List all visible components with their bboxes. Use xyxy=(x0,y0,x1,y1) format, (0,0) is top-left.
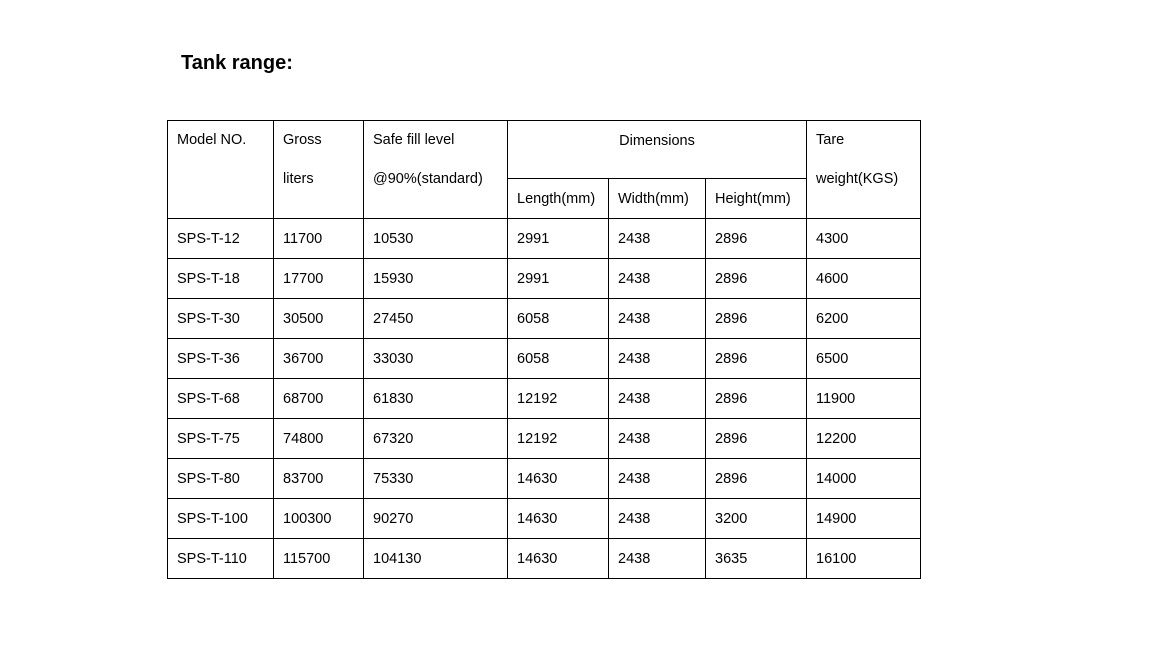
width-cell: 2438 xyxy=(609,259,706,299)
model-no-cell: SPS-T-80 xyxy=(168,459,274,499)
model-no-cell: SPS-T-36 xyxy=(168,339,274,379)
width-cell: 2438 xyxy=(609,379,706,419)
tare-weight-cell: 6200 xyxy=(807,299,921,339)
length-cell: 6058 xyxy=(508,339,609,379)
height-cell: 2896 xyxy=(706,379,807,419)
width-cell: 2438 xyxy=(609,459,706,499)
table-row xyxy=(168,219,921,259)
safe-fill-cell: 104130 xyxy=(364,539,508,579)
header-length: Length(mm) xyxy=(508,179,609,219)
length-cell: 6058 xyxy=(508,299,609,339)
gross-liters-cell: 68700 xyxy=(274,379,364,419)
model-no-cell: SPS-T-30 xyxy=(168,299,274,339)
tare-weight-cell: 4600 xyxy=(807,259,921,299)
safe-fill-cell: 15930 xyxy=(364,259,508,299)
tare-weight-cell: 4300 xyxy=(807,219,921,259)
safe-fill-cell: 33030 xyxy=(364,339,508,379)
header-model-no: Model NO. xyxy=(168,121,274,219)
safe-fill-cell: 75330 xyxy=(364,459,508,499)
table-row xyxy=(168,539,921,579)
gross-liters-cell: 83700 xyxy=(274,459,364,499)
tare-weight-cell: 6500 xyxy=(807,339,921,379)
gross-liters-cell: 17700 xyxy=(274,259,364,299)
height-cell: 3200 xyxy=(706,499,807,539)
safe-fill-cell: 27450 xyxy=(364,299,508,339)
height-cell: 2896 xyxy=(706,339,807,379)
table-row xyxy=(168,259,921,299)
gross-liters-cell: 115700 xyxy=(274,539,364,579)
table-body xyxy=(168,219,921,579)
gross-liters-cell: 11700 xyxy=(274,219,364,259)
length-cell: 14630 xyxy=(508,499,609,539)
safe-fill-cell: 90270 xyxy=(364,499,508,539)
safe-fill-cell: 10530 xyxy=(364,219,508,259)
tare-weight-cell: 14000 xyxy=(807,459,921,499)
table-row xyxy=(168,299,921,339)
height-cell: 2896 xyxy=(706,419,807,459)
length-cell: 12192 xyxy=(508,419,609,459)
tare-weight-cell: 11900 xyxy=(807,379,921,419)
width-cell: 2438 xyxy=(609,219,706,259)
header-width: Width(mm) xyxy=(609,179,706,219)
table-row xyxy=(168,339,921,379)
table-row xyxy=(168,419,921,459)
table-row xyxy=(168,379,921,419)
tare-weight-cell: 12200 xyxy=(807,419,921,459)
length-cell: 14630 xyxy=(508,539,609,579)
height-cell: 2896 xyxy=(706,259,807,299)
gross-liters-cell: 30500 xyxy=(274,299,364,339)
width-cell: 2438 xyxy=(609,339,706,379)
height-cell: 2896 xyxy=(706,219,807,259)
header-gross-liters: Gross liters xyxy=(274,121,364,219)
table-row xyxy=(168,499,921,539)
length-cell: 14630 xyxy=(508,459,609,499)
length-cell: 2991 xyxy=(508,219,609,259)
gross-liters-cell: 36700 xyxy=(274,339,364,379)
model-no-cell: SPS-T-110 xyxy=(168,539,274,579)
header-safe-fill-level: Safe fill level @90%(standard) xyxy=(364,121,508,219)
width-cell: 2438 xyxy=(609,539,706,579)
model-no-cell: SPS-T-68 xyxy=(168,379,274,419)
safe-fill-cell: 61830 xyxy=(364,379,508,419)
safe-fill-cell: 67320 xyxy=(364,419,508,459)
height-cell: 2896 xyxy=(706,299,807,339)
header-dimensions: Dimensions xyxy=(508,121,807,179)
width-cell: 2438 xyxy=(609,499,706,539)
gross-liters-cell: 100300 xyxy=(274,499,364,539)
header-tare-weight: Tare weight(KGS) xyxy=(807,121,921,219)
header-height: Height(mm) xyxy=(706,179,807,219)
height-cell: 2896 xyxy=(706,459,807,499)
model-no-cell: SPS-T-12 xyxy=(168,219,274,259)
model-no-cell: SPS-T-18 xyxy=(168,259,274,299)
length-cell: 12192 xyxy=(508,379,609,419)
gross-liters-cell: 74800 xyxy=(274,419,364,459)
page-title: Tank range: xyxy=(181,52,293,74)
model-no-cell: SPS-T-100 xyxy=(168,499,274,539)
tare-weight-cell: 14900 xyxy=(807,499,921,539)
height-cell: 3635 xyxy=(706,539,807,579)
length-cell: 2991 xyxy=(508,259,609,299)
width-cell: 2438 xyxy=(609,299,706,339)
width-cell: 2438 xyxy=(609,419,706,459)
model-no-cell: SPS-T-75 xyxy=(168,419,274,459)
tank-range-table xyxy=(167,120,921,579)
table-header xyxy=(168,121,921,219)
tare-weight-cell: 16100 xyxy=(807,539,921,579)
table-row xyxy=(168,459,921,499)
